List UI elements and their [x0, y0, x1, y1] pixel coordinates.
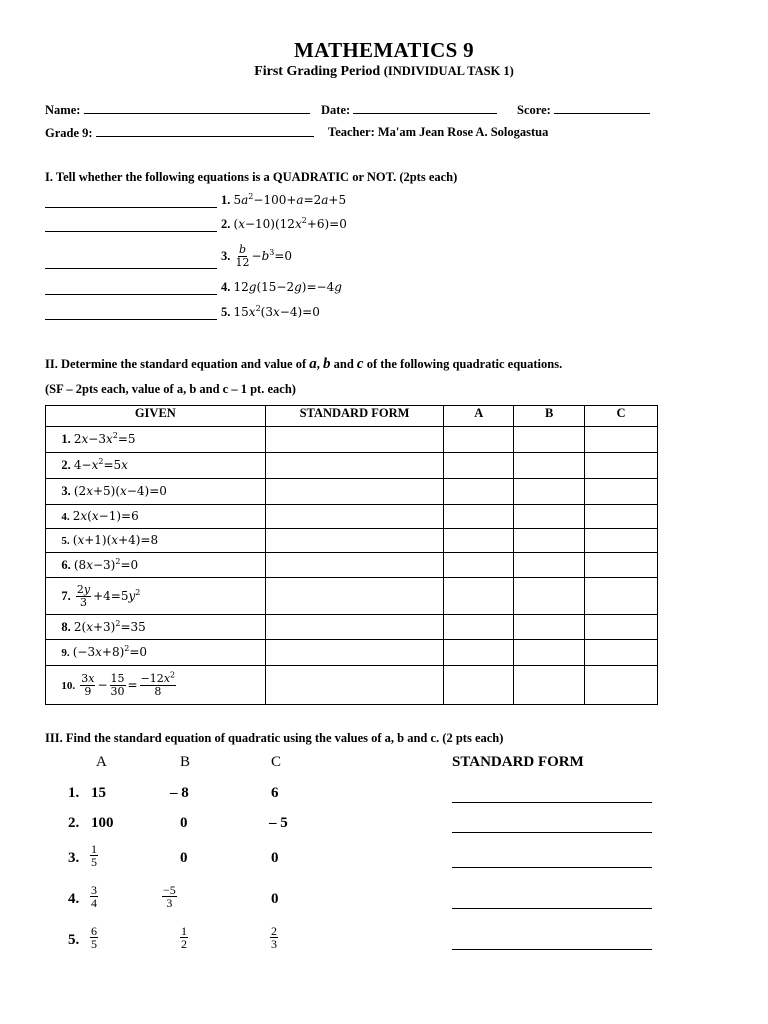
part1-item-4: 4. 12g(15−2g)=−4g — [45, 280, 342, 302]
part3-row-4-c: 0 — [271, 891, 279, 907]
part3-answer-line-1[interactable] — [452, 801, 652, 803]
part3-row-2-a: 100 — [91, 815, 114, 831]
table-row — [46, 640, 658, 666]
part3-row-2-b: 0 — [180, 815, 188, 831]
answer-cell[interactable] — [585, 479, 658, 505]
answer-cell[interactable] — [444, 529, 514, 553]
date-label: Date: — [321, 103, 351, 117]
answer-cell[interactable] — [514, 479, 585, 505]
part3-row-5-a: $\frac{6}{5}$ — [91, 924, 97, 951]
answer-line[interactable] — [45, 193, 217, 208]
equation: $\frac{b}{12}$ $-b^3=0$ — [235, 243, 293, 269]
answer-cell[interactable] — [265, 666, 444, 705]
part2-scoring: (SF – 2pts each, value of a, b and c – 1 pt. each) — [45, 382, 296, 396]
col-c: C — [585, 406, 658, 427]
table-header-row — [46, 406, 658, 427]
table-row — [46, 479, 658, 505]
col-a: A — [444, 406, 514, 427]
answer-cell[interactable] — [514, 453, 585, 479]
part3-instruction: III. Find the standard equation of quadratic using the values of a, b and c. (2 pts each) — [45, 731, 504, 745]
col-given: GIVEN — [46, 406, 266, 427]
answer-cell[interactable] — [514, 427, 585, 453]
equation: $5a^2-100+a=2a+5$ — [233, 192, 347, 207]
part3-answer-line-3[interactable] — [452, 866, 652, 868]
page-title: MATHEMATICS 9 — [294, 38, 474, 62]
answer-cell[interactable] — [444, 427, 514, 453]
part3-col-a: A — [96, 754, 107, 770]
score-field[interactable] — [517, 102, 650, 118]
answer-cell[interactable] — [514, 529, 585, 553]
answer-cell[interactable] — [585, 640, 658, 666]
part3-row-2-c: – 5 — [269, 815, 288, 831]
part3-row-3-b: 0 — [180, 850, 188, 866]
given-cell: 5. (x+1)(x+4)=8 — [46, 529, 266, 553]
table-row — [46, 666, 658, 705]
table-row — [46, 505, 658, 529]
given-cell: 10. $\frac{3x}{9}$ − $\frac{15}{30}$ = $\frac{-12x^2}{8}$ — [46, 666, 266, 705]
score-label: Score: — [517, 103, 551, 117]
answer-cell[interactable] — [265, 427, 444, 453]
part3-col-standard-form: STANDARD FORM — [452, 754, 584, 770]
answer-cell[interactable] — [514, 640, 585, 666]
col-standard-form: STANDARD FORM — [265, 406, 444, 427]
answer-cell[interactable] — [514, 615, 585, 640]
answer-cell[interactable] — [585, 578, 658, 615]
answer-cell[interactable] — [444, 505, 514, 529]
given-cell: 9. $(-3x+8)^2=0$ — [46, 640, 266, 666]
part3-row-3-a: $\frac{1}{5}$ — [91, 842, 97, 869]
part3-row-3-num: 3. — [68, 850, 80, 866]
subtitle-period: First Grading Period — [254, 64, 381, 79]
answer-cell[interactable] — [444, 640, 514, 666]
part1-item-2: 2. $(x-10)(12x^2+6)=0$ — [45, 217, 347, 239]
part3-row-5-b: $\frac{1}{2}$ — [181, 924, 187, 951]
part3-row-1-b: – 8 — [170, 785, 189, 801]
answer-line[interactable] — [45, 305, 217, 320]
answer-cell[interactable] — [265, 479, 444, 505]
part2-instruction: II. Determine the standard equation and value of a, b and c of the following quadratic equations. — [45, 356, 563, 372]
part3-row-2-num: 2. — [68, 815, 80, 831]
var-a: a — [309, 356, 317, 372]
subtitle-task: (INDIVIDUAL TASK 1) — [383, 64, 514, 78]
part3-col-c: C — [271, 754, 282, 770]
answer-cell[interactable] — [514, 553, 585, 578]
table-row — [46, 529, 658, 553]
answer-cell[interactable] — [265, 453, 444, 479]
equation: $(x-10)(12x^2+6)=0$ — [233, 216, 347, 231]
name-line[interactable] — [84, 102, 310, 114]
answer-cell[interactable] — [514, 505, 585, 529]
answer-cell[interactable] — [514, 666, 585, 705]
equation: 12g(15−2g)=−4g — [233, 280, 342, 294]
part1-item-1: 1. $5a^2-100+a=2a+5$ — [45, 193, 346, 215]
answer-cell[interactable] — [265, 553, 444, 578]
part1-instruction: I. Tell whether the following equations is a QUADRATIC or NOT. (2pts each) — [45, 170, 458, 184]
date-field[interactable] — [321, 102, 497, 118]
score-line[interactable] — [554, 102, 650, 114]
table-row — [46, 453, 658, 479]
answer-cell[interactable] — [585, 453, 658, 479]
part2-table — [45, 405, 658, 705]
part3-row-5-num: 5. — [68, 932, 80, 948]
grade-field[interactable] — [45, 125, 314, 141]
table-row — [46, 427, 658, 453]
col-b: B — [514, 406, 585, 427]
answer-cell[interactable] — [585, 615, 658, 640]
part3-row-4-num: 4. — [68, 891, 80, 907]
answer-cell[interactable] — [265, 615, 444, 640]
part1-item-5: 5. $15x^2(3x-4)=0$ — [45, 305, 320, 327]
given-cell: 4. 2x(x−1)=6 — [46, 505, 266, 529]
table-row — [46, 578, 658, 615]
answer-cell[interactable] — [585, 553, 658, 578]
answer-cell[interactable] — [265, 505, 444, 529]
answer-cell[interactable] — [585, 427, 658, 453]
part1-item-3: 3. $\frac{b}{12}$ $-b^3=0$ — [45, 244, 292, 274]
given-cell: 3. (2x+5)(x−4)=0 — [46, 479, 266, 505]
date-line[interactable] — [353, 102, 497, 114]
answer-cell[interactable] — [265, 640, 444, 666]
answer-cell[interactable] — [265, 578, 444, 615]
table-row — [46, 615, 658, 640]
name-label: Name: — [45, 103, 81, 117]
answer-line[interactable] — [45, 217, 217, 232]
answer-cell[interactable] — [444, 453, 514, 479]
given-cell: 8. $2(x+3)^2=35$ — [46, 615, 266, 640]
teacher-label: Teacher: Ma'am Jean Rose A. Sologastua — [328, 125, 549, 139]
answer-cell[interactable] — [585, 529, 658, 553]
given-cell: 2. $4-x^2=5x$ — [46, 453, 266, 479]
part3-answer-line-4[interactable] — [452, 907, 652, 909]
part3-row-3-c: 0 — [271, 850, 279, 866]
answer-line[interactable] — [45, 254, 217, 269]
grade-line[interactable] — [96, 125, 314, 137]
answer-cell[interactable] — [444, 553, 514, 578]
given-cell: 6. $(8x-3)^2=0$ — [46, 553, 266, 578]
part3-row-1-a: 15 — [91, 785, 106, 801]
var-b: b — [323, 356, 331, 372]
answer-cell[interactable] — [444, 578, 514, 615]
part3-row-4-a: $\frac{3}{4}$ — [91, 883, 97, 910]
name-field[interactable] — [45, 102, 310, 118]
part3-row-5-c: $\frac{2}{3}$ — [271, 924, 277, 951]
answer-cell[interactable] — [265, 529, 444, 553]
answer-cell[interactable] — [444, 479, 514, 505]
given-cell: 1. $2x-3x^2=5$ — [46, 427, 266, 453]
answer-cell[interactable] — [514, 578, 585, 615]
answer-cell[interactable] — [585, 505, 658, 529]
answer-cell[interactable] — [585, 666, 658, 705]
part3-row-4-b: $\frac{-5}{3}$ — [163, 883, 176, 910]
table-row — [46, 553, 658, 578]
answer-cell[interactable] — [444, 615, 514, 640]
part3-col-b: B — [180, 754, 191, 770]
equation: $15x^2(3x-4)=0$ — [233, 304, 320, 319]
part3-row-1-c: 6 — [271, 785, 279, 801]
var-c: c — [356, 356, 364, 372]
part3-answer-line-2[interactable] — [452, 831, 652, 833]
part3-row-1-num: 1. — [68, 785, 80, 801]
answer-line[interactable] — [45, 280, 217, 295]
answer-cell[interactable] — [444, 666, 514, 705]
given-cell: 7. $\frac{2y}{3}$ $+4=5y^2$ — [46, 578, 266, 615]
grade-label: Grade 9: — [45, 126, 93, 140]
part3-answer-line-5[interactable] — [452, 948, 652, 950]
page-subtitle — [0, 64, 768, 80]
